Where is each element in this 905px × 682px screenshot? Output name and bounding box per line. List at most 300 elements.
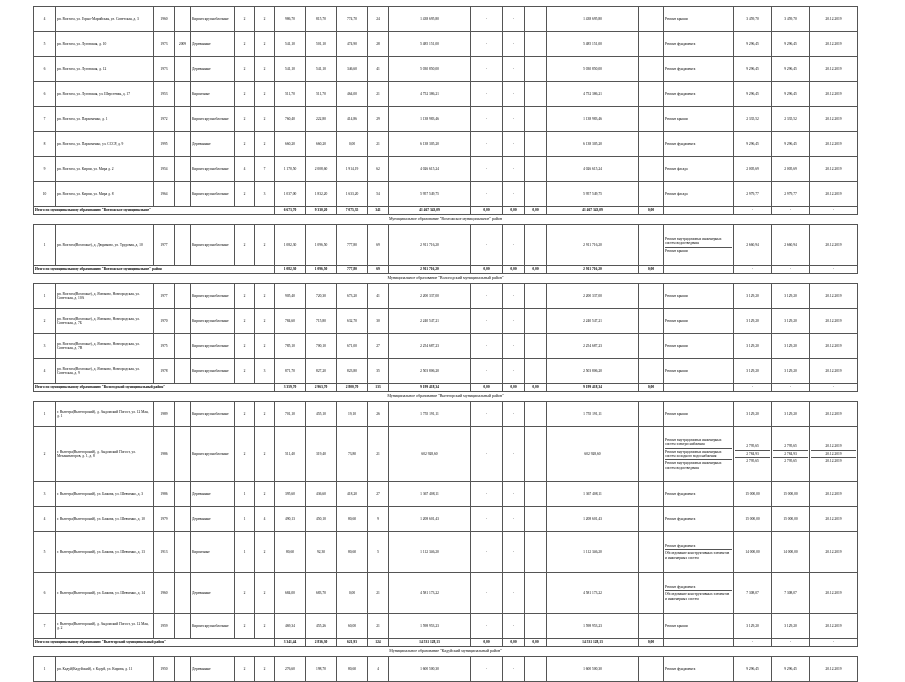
date-cell: - <box>810 207 858 215</box>
local-cell <box>525 157 547 182</box>
total-cost-cell: 1 208 601,43 <box>389 507 471 532</box>
row-number: 6 <box>34 82 56 107</box>
residents-cell: 5 <box>368 532 389 573</box>
blank-cell <box>639 309 664 334</box>
section-title: Муниципальное образование "Вытегорский муниципальный район" <box>387 393 504 399</box>
total-cost-cell: 4 581 173,22 <box>389 573 471 614</box>
federal-cell: - <box>471 107 503 132</box>
regional-cell: - <box>503 657 525 682</box>
regional-cell: - <box>503 225 525 266</box>
total-cost-cell: 2 911 716,20 <box>389 225 471 266</box>
floors-cell: 2 <box>235 57 255 82</box>
total-cost-cell: 2 200 337,00 <box>389 284 471 309</box>
wall-material-cell: Кирпич крупноблочные <box>191 359 235 384</box>
local-cell <box>525 7 547 32</box>
work-type-cell <box>664 427 734 482</box>
owned-area-cell: 673,20 <box>337 284 368 309</box>
blank-cell <box>639 507 664 532</box>
owners-fund-cell: 4 581 173,22 <box>547 573 639 614</box>
owners-fund-cell: 1 438 695,80 <box>547 7 639 32</box>
date-cell: 20.12.2019 <box>810 82 858 107</box>
wall-material-cell: Деревянные <box>191 32 235 57</box>
total-label: Итого по муниципальному образованию "Вытегорский муниципальный район" <box>34 639 275 647</box>
work-type-cell: Ремонт фундамента <box>664 57 734 82</box>
date-cell: - <box>810 639 858 647</box>
address-cell: рп. Вохтога(Вохтожье), д. Ясюково, Новгородская, ул. Советская, д. 7В <box>56 334 154 359</box>
residents-cell: 69 <box>368 225 389 266</box>
total-cost-cell: 2 911 716,20 <box>389 266 471 274</box>
year-repair-cell: 2009 <box>175 32 191 57</box>
date-cell: 20.12.2019 <box>810 402 858 427</box>
wall-material-cell: Деревянные <box>191 573 235 614</box>
living-area-cell: 1 096,50 <box>306 266 337 274</box>
unit-cost-cell: 9 296,45 <box>734 32 772 57</box>
table-row <box>34 402 858 427</box>
owned-area-cell: 777,80 <box>337 266 368 274</box>
entrances-cell: 2 <box>255 7 275 32</box>
year-repair-cell <box>175 482 191 507</box>
max-cost-cell: 3 459,70 <box>772 7 810 32</box>
max-cost-cell: - <box>772 207 810 215</box>
year-built-cell: 1954 <box>154 157 175 182</box>
federal-cell: - <box>471 359 503 384</box>
owned-area-cell: 19,10 <box>337 402 368 427</box>
unit-cost-cell-part: 2 795,65 <box>735 443 770 450</box>
local-cell: 0,00 <box>525 384 547 392</box>
blank-cell <box>639 225 664 266</box>
floors-cell: 2 <box>235 614 255 639</box>
address-cell: г. Вытегра(Вытегорский), д. Андомский Погост, ул. 12 Мая, д. 2 <box>56 614 154 639</box>
work-type-cell: Ремонт крыши <box>664 284 734 309</box>
blank-cell: 0,00 <box>639 639 664 647</box>
table-row <box>34 657 858 682</box>
federal-cell: - <box>471 334 503 359</box>
owned-area-cell: 774,70 <box>337 7 368 32</box>
year-built-cell: 1960 <box>154 573 175 614</box>
regional-cell: - <box>503 82 525 107</box>
federal-cell: - <box>471 507 503 532</box>
year-repair-cell <box>175 82 191 107</box>
floors-cell: 1 <box>235 507 255 532</box>
federal-cell: - <box>471 32 503 57</box>
year-built-cell: 1979 <box>154 507 175 532</box>
owned-area-cell: 346,60 <box>337 57 368 82</box>
year-built-cell: 1986 <box>154 482 175 507</box>
table-row <box>34 7 858 32</box>
residents-cell: 28 <box>368 32 389 57</box>
floors-cell: 2 <box>235 402 255 427</box>
total-row <box>34 266 858 274</box>
max-cost-cell <box>772 427 810 482</box>
living-area-cell: 683,70 <box>306 573 337 614</box>
owners-fund-cell: 1 600 500,30 <box>547 657 639 682</box>
work-type-cell <box>664 266 734 274</box>
owners-fund-cell: 2 200 337,00 <box>547 284 639 309</box>
work-type-cell <box>664 384 734 392</box>
unit-cost-cell: 2 979,77 <box>734 182 772 207</box>
local-cell <box>525 427 547 482</box>
work-type-cell-part: Ремонт внутридомовых инженерных систем водоотведения <box>665 461 722 470</box>
owners-fund-cell: 1 112 346,20 <box>547 532 639 573</box>
local-cell <box>525 284 547 309</box>
max-cost-cell: - <box>772 639 810 647</box>
total-area-cell: 6 673,70 <box>275 207 306 215</box>
max-cost-cell: 3 129,20 <box>772 402 810 427</box>
unit-cost-cell-part: 2 784,93 <box>735 451 770 458</box>
floors-cell: 2 <box>235 225 255 266</box>
regional-cell: - <box>503 32 525 57</box>
total-area-cell: 276,60 <box>275 657 306 682</box>
floors-cell: 1 <box>235 482 255 507</box>
blank-cell: 0,00 <box>639 384 664 392</box>
section-title: Муниципальное образование "Вологодский муниципальный район" <box>387 275 504 281</box>
max-cost-cell: 9 296,45 <box>772 132 810 157</box>
wall-material-cell: Кирпич крупноблочные <box>191 427 235 482</box>
year-repair-cell <box>175 309 191 334</box>
total-cost-cell: 4 752 386,21 <box>389 82 471 107</box>
owned-area-cell: 7 075,35 <box>337 207 368 215</box>
total-cost-cell: 5 957 549,75 <box>389 182 471 207</box>
unit-cost-cell: 14 000,00 <box>734 532 772 573</box>
row-number: 2 <box>34 309 56 334</box>
row-number: 6 <box>34 573 56 614</box>
federal-cell: - <box>471 132 503 157</box>
living-area-cell: 450,10 <box>306 507 337 532</box>
year-repair-cell <box>175 132 191 157</box>
local-cell <box>525 107 547 132</box>
entrances-cell: 4 <box>255 507 275 532</box>
entrances-cell: 2 <box>255 614 275 639</box>
total-cost-cell: 14 531 128,13 <box>389 639 471 647</box>
unit-cost-cell: 15 000,00 <box>734 482 772 507</box>
living-area-cell: 319,40 <box>306 427 337 482</box>
floors-cell: 2 <box>235 32 255 57</box>
work-type-cell: Ремонт фасада <box>664 182 734 207</box>
date-cell: 20.12.2019 <box>810 57 858 82</box>
date-cell: 20.12.2019 <box>810 7 858 32</box>
residents-cell: 41 <box>368 284 389 309</box>
address-cell: рп. Вохтога(Вохтожье), д. Ясюково, Новгородская, ул. Советская, д. 9 <box>56 359 154 384</box>
owned-area-cell: 414,86 <box>337 107 368 132</box>
work-type-cell: Ремонт крыши <box>664 334 734 359</box>
max-cost-cell-part: 2 795,65 <box>784 459 797 464</box>
residents-cell: 69 <box>368 266 389 274</box>
federal-cell: 0,00 <box>471 639 503 647</box>
unit-cost-cell: 2 335,52 <box>734 107 772 132</box>
owners-fund-cell: 2 240 547,21 <box>547 309 639 334</box>
table-row <box>34 132 858 157</box>
blank-cell <box>639 402 664 427</box>
entrances-cell: 2 <box>255 334 275 359</box>
floors-cell: 1 <box>235 532 255 573</box>
max-cost-cell: 9 296,45 <box>772 32 810 57</box>
total-area-cell: 80,60 <box>275 532 306 573</box>
blank-cell <box>639 532 664 573</box>
local-cell <box>525 309 547 334</box>
date-cell: 20.12.2019 <box>810 359 858 384</box>
table-body <box>34 7 858 682</box>
address-cell: г. Вытегра(Вытегорский), ул. Бажова, ул. Шевченко, д. 14 <box>56 573 154 614</box>
date-cell: 20.12.2019 <box>810 225 858 266</box>
owners-fund-cell: 2 254 687,23 <box>547 334 639 359</box>
year-built-cell: 1959 <box>154 614 175 639</box>
regional-cell: 0,00 <box>503 207 525 215</box>
owned-area-cell: 0,00 <box>337 132 368 157</box>
residents-cell: 21 <box>368 573 389 614</box>
residents-cell: 4 <box>368 657 389 682</box>
work-type-cell-part: Ремонт внутридомовых инженерных систем электроснабжения <box>665 437 732 449</box>
work-type-cell-part: Обследование конструктивных элементов и инженерных систем <box>665 551 730 560</box>
total-area-cell: 905,40 <box>275 284 306 309</box>
blank-cell <box>639 182 664 207</box>
federal-cell: - <box>471 532 503 573</box>
blank-cell: 0,00 <box>639 266 664 274</box>
year-repair-cell <box>175 573 191 614</box>
residents-cell: 21 <box>368 427 389 482</box>
address-cell: рп. Вохтога(Вохтожье), д. Ясюково, Новгородская, ул. Советская, д. 7Б <box>56 309 154 334</box>
max-cost-cell: - <box>772 266 810 274</box>
date-cell-part: 20.12.2019 <box>811 451 856 458</box>
owned-area-cell: 632,70 <box>337 309 368 334</box>
floors-cell: 2 <box>235 132 255 157</box>
wall-material-cell: Кирпич крупноблочные <box>191 284 235 309</box>
unit-cost-cell: 3 129,20 <box>734 402 772 427</box>
regional-cell: - <box>503 57 525 82</box>
table-row <box>34 507 858 532</box>
year-repair-cell <box>175 532 191 573</box>
work-type-cell: Ремонт крыши <box>664 614 734 639</box>
year-built-cell: 1995 <box>154 132 175 157</box>
total-area-cell: 1 082,30 <box>275 225 306 266</box>
max-cost-cell: 15 000,00 <box>772 482 810 507</box>
date-cell: 20.12.2019 <box>810 573 858 614</box>
total-cost-cell: 1 112 346,20 <box>389 532 471 573</box>
table-row <box>34 573 858 614</box>
blank-cell: 0,00 <box>639 207 664 215</box>
total-cost-cell: 4 026 615,24 <box>389 157 471 182</box>
work-type-cell: Ремонт фундамента <box>664 482 734 507</box>
local-cell <box>525 225 547 266</box>
owners-fund-cell: 1 138 983,46 <box>547 107 639 132</box>
owned-area-cell: 60,00 <box>337 614 368 639</box>
blank-cell <box>639 334 664 359</box>
floors-cell: 2 <box>235 7 255 32</box>
total-area-cell: 660,20 <box>275 132 306 157</box>
work-type-cell: Ремонт фундамента <box>664 82 734 107</box>
unit-cost-cell: 3 129,20 <box>734 614 772 639</box>
owned-area-cell: 80,60 <box>337 657 368 682</box>
total-area-cell: 785,10 <box>275 334 306 359</box>
max-cost-cell: 3 129,20 <box>772 309 810 334</box>
unit-cost-cell: 3 129,20 <box>734 359 772 384</box>
total-cost-cell: 1 600 500,30 <box>389 657 471 682</box>
row-number: 1 <box>34 657 56 682</box>
row-number: 1 <box>34 225 56 266</box>
total-cost-cell: 2 254 687,23 <box>389 334 471 359</box>
entrances-cell: 2 <box>255 309 275 334</box>
total-area-cell: 541,10 <box>275 32 306 57</box>
entrances-cell: 2 <box>255 284 275 309</box>
federal-cell: 0,00 <box>471 266 503 274</box>
work-type-cell-part: Ремонт крыши <box>665 248 688 253</box>
row-number: 4 <box>34 507 56 532</box>
date-cell <box>810 427 858 482</box>
entrances-cell: 2 <box>255 482 275 507</box>
living-area-cell: 827,20 <box>306 359 337 384</box>
table-row <box>34 334 858 359</box>
entrances-cell: 3 <box>255 359 275 384</box>
year-built-cell: 1977 <box>154 284 175 309</box>
living-area-cell: 222,80 <box>306 107 337 132</box>
residents-cell: 24 <box>368 7 389 32</box>
row-number: 8 <box>34 132 56 157</box>
wall-material-cell: Кирпичные <box>191 82 235 107</box>
address-cell: г. Вытегра(Вытегорский), ул. Бажова, ул. Шевченко, д. 3 <box>56 482 154 507</box>
residents-cell: 29 <box>368 107 389 132</box>
federal-cell: - <box>471 284 503 309</box>
blank-cell <box>639 573 664 614</box>
address-cell: рп. Вохтога, ул. Луговская, ул. Шерстевая, д. 17 <box>56 82 154 107</box>
living-area-cell: 2 963,70 <box>306 384 337 392</box>
total-cost-cell: 41 467 343,09 <box>389 207 471 215</box>
section-header <box>34 647 858 657</box>
living-area-cell: 2 836,30 <box>306 639 337 647</box>
owners-fund-cell: 1 755 191,11 <box>547 402 639 427</box>
entrances-cell: 2 <box>255 225 275 266</box>
table-row <box>34 107 858 132</box>
date-cell: 20.12.2019 <box>810 532 858 573</box>
residents-cell: 27 <box>368 334 389 359</box>
owners-fund-cell: 6 138 305,20 <box>547 132 639 157</box>
floors-cell: 4 <box>235 157 255 182</box>
unit-cost-cell: - <box>734 207 772 215</box>
total-area-cell: 511,40 <box>275 427 306 482</box>
total-label: Итого по муниципальному образованию "Вохтожское муниципальное" район <box>34 266 275 274</box>
max-cost-cell: 2 335,52 <box>772 107 810 132</box>
year-repair-cell <box>175 657 191 682</box>
owners-fund-cell: 2 911 716,20 <box>547 266 639 274</box>
living-area-cell: 720,30 <box>306 284 337 309</box>
owned-area-cell: 464,00 <box>337 82 368 107</box>
unit-cost-cell: 15 000,00 <box>734 507 772 532</box>
federal-cell: - <box>471 157 503 182</box>
total-area-cell: 986,70 <box>275 7 306 32</box>
total-area-cell: 541,10 <box>275 57 306 82</box>
total-cost-cell: 5 030 850,00 <box>389 57 471 82</box>
living-area-cell: 715,80 <box>306 309 337 334</box>
date-cell: 20.12.2019 <box>810 482 858 507</box>
living-area-cell: 511,70 <box>306 82 337 107</box>
row-number: 4 <box>34 359 56 384</box>
unit-cost-cell: - <box>734 384 772 392</box>
total-area-cell: 395,60 <box>275 482 306 507</box>
year-built-cell: 1989 <box>154 402 175 427</box>
year-repair-cell <box>175 7 191 32</box>
unit-cost-cell: 3 129,20 <box>734 284 772 309</box>
regional-cell: - <box>503 7 525 32</box>
owned-area-cell: 777,80 <box>337 225 368 266</box>
federal-cell: - <box>471 573 503 614</box>
owners-fund-cell: 2 503 806,20 <box>547 359 639 384</box>
max-cost-cell: 15 000,00 <box>772 507 810 532</box>
date-cell: 20.12.2019 <box>810 507 858 532</box>
residents-cell: 62 <box>368 157 389 182</box>
wall-material-cell: Кирпич крупноблочные <box>191 225 235 266</box>
row-number: 5 <box>34 532 56 573</box>
local-cell <box>525 82 547 107</box>
total-area-cell: 684,00 <box>275 573 306 614</box>
blank-cell <box>639 7 664 32</box>
total-row <box>34 207 858 215</box>
living-area-cell: 9 330,20 <box>306 207 337 215</box>
wall-material-cell: Кирпич крупноблочные <box>191 334 235 359</box>
max-cost-cell: 9 296,45 <box>772 82 810 107</box>
floors-cell: 2 <box>235 427 255 482</box>
entrances-cell: 2 <box>255 107 275 132</box>
table-row <box>34 532 858 573</box>
max-cost-cell: 3 129,20 <box>772 334 810 359</box>
wall-material-cell: Деревянные <box>191 657 235 682</box>
unit-cost-cell: - <box>734 266 772 274</box>
year-repair-cell <box>175 284 191 309</box>
total-cost-cell: 5 485 151,00 <box>389 32 471 57</box>
owned-area-cell: 1 633,20 <box>337 182 368 207</box>
year-repair-cell <box>175 402 191 427</box>
total-label: Итого по муниципальному образованию "Вологодский муниципальный район" <box>34 384 275 392</box>
row-number: 3 <box>34 334 56 359</box>
total-cost-cell: 1 438 695,80 <box>389 7 471 32</box>
date-cell: 20.12.2019 <box>810 157 858 182</box>
year-repair-cell <box>175 107 191 132</box>
wall-material-cell: Деревянные <box>191 507 235 532</box>
total-area-cell: 1 170,50 <box>275 157 306 182</box>
residents-cell: 9 <box>368 507 389 532</box>
federal-cell: - <box>471 57 503 82</box>
living-area-cell: 92,30 <box>306 532 337 573</box>
work-type-cell-part: Ремонт фундамента <box>665 543 732 550</box>
regional-cell: 0,00 <box>503 266 525 274</box>
owners-fund-cell: 1 208 601,43 <box>547 507 639 532</box>
work-type-cell: Ремонт фасада <box>664 157 734 182</box>
total-area-cell: 1 037,00 <box>275 182 306 207</box>
entrances-cell: 2 <box>255 57 275 82</box>
local-cell <box>525 657 547 682</box>
owned-area-cell: 474,90 <box>337 32 368 57</box>
living-area-cell: 815,70 <box>306 7 337 32</box>
local-cell <box>525 359 547 384</box>
max-cost-cell-part: 2 784,93 <box>773 451 808 458</box>
work-type-cell: Ремонт фундамента <box>664 132 734 157</box>
wall-material-cell: Кирпич крупноблочные <box>191 7 235 32</box>
table-row <box>34 284 858 309</box>
blank-cell <box>639 482 664 507</box>
blank-cell <box>639 82 664 107</box>
owners-fund-cell: 41 467 343,09 <box>547 207 639 215</box>
regional-cell: - <box>503 427 525 482</box>
work-type-cell: Ремонт крыши <box>664 7 734 32</box>
work-type-cell: Ремонт фундамента <box>664 657 734 682</box>
local-cell <box>525 182 547 207</box>
address-cell: г. Вытегра(Вытегорский), ул. Бажова, ул. Шевченко, д. 10 <box>56 507 154 532</box>
local-cell: 0,00 <box>525 207 547 215</box>
owners-fund-cell: 602 928,60 <box>547 427 639 482</box>
address-cell: рп. Вохтога(Вохтожье), д. Дюдиково, ул. Трудовая, д. 10 <box>56 225 154 266</box>
regional-cell: - <box>503 614 525 639</box>
work-type-cell: Ремонт крыши <box>664 309 734 334</box>
owned-area-cell: 418,20 <box>337 482 368 507</box>
total-cost-cell: 1 755 191,11 <box>389 402 471 427</box>
total-area-cell: 784,60 <box>275 309 306 334</box>
